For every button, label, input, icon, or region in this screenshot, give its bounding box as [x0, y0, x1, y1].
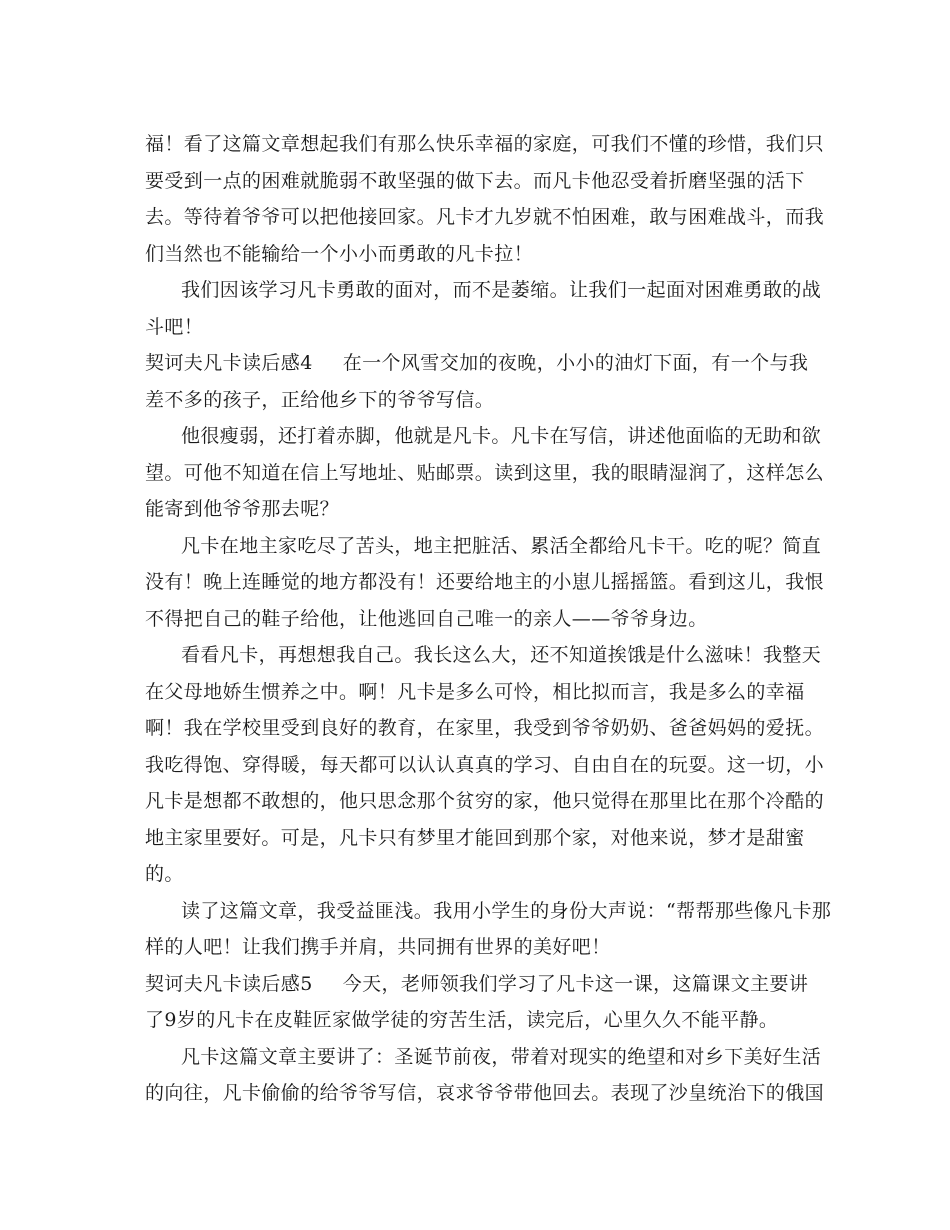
text-line: 在父母地娇生惯养之中。啊！凡卡是多么可怜，相比拟而言，我是多么的幸福	[145, 680, 805, 703]
paragraph-start-line: 他很瘦弱，还打着赤脚，他就是凡卡。凡卡在写信，讲述他面临的无助和欲	[181, 425, 822, 447]
section-heading-line	[145, 345, 810, 382]
section-heading: 契诃夫凡卡读后感5	[145, 972, 313, 995]
text-line: 斗吧！	[145, 315, 204, 338]
text-line: 们当然也不能输给一个小小而勇敢的凡卡拉！	[145, 242, 534, 265]
text-line: 样的人吧！让我们携手并肩，共同拥有世界的美好吧！	[145, 936, 611, 958]
section-first-text: 在一个风雪交加的夜晚，小小的油灯下面，有一个与我	[342, 352, 809, 374]
section-heading: 契诃夫凡卡读后感4	[145, 352, 313, 374]
section-heading-line	[145, 966, 810, 1003]
text-line: 了9岁的凡卡在皮鞋匠家做学徒的穷苦生活，读完后，心里久久不能平静。	[145, 1009, 779, 1031]
text-line: 我吃得饱、穿得暖，每天都可以认认真真的学习、自由自在的玩耍。这一切，小	[145, 753, 825, 776]
text-line: 能寄到他爷爷那去呢？	[145, 498, 340, 520]
text-line: 要受到一点的困难就脆弱不敢坚强的做下去。而凡卡他忍受着折磨坚强的活下	[145, 169, 805, 192]
text-line: 的向往，凡卡偷偷的给爷爷写信，哀求爷爷带他回去。表现了沙皇统治下的俄国	[145, 1082, 825, 1104]
text-line: 差不多的孩子，正给他乡下的爷爷写信。	[145, 388, 495, 411]
document-page	[145, 126, 832, 1112]
text-line: 望。可他不知道在信上写地址、贴邮票。读到这里，我的眼睛湿润了，这样怎么	[145, 461, 825, 484]
text-line: 地主家里要好。可是，凡卡只有梦里才能回到那个家，对他来说，梦才是甜蜜	[145, 826, 805, 849]
paragraph-start-line: 凡卡在地主家吃尽了苦头，地主把脏活、累活全都给凡卡干。吃的呢？简直	[181, 534, 822, 557]
text-line: 没有！晚上连睡觉的地方都没有！还要给地主的小崽儿摇摇篮。看到这儿，我恨	[145, 571, 825, 593]
paragraph-start-line: 读了这篇文章，我受益匪浅。我用小学生的身份大声说：“帮帮那些像凡卡那	[181, 899, 832, 922]
text-line: 啊！我在学校里受到良好的教育，在家里，我受到爷爷奶奶、爸爸妈妈的爱抚。	[145, 717, 825, 739]
paragraph-start-line: 我们因该学习凡卡勇敢的面对，而不是萎缩。让我们一起面对困难勇敢的战	[181, 279, 822, 301]
text-line: 凡卡是想都不敢想的，他只思念那个贫穷的家，他只觉得在那里比在那个冷酷的	[145, 790, 825, 812]
section-first-text: 今天，老师领我们学习了凡卡这一课，这篇课文主要讲	[342, 972, 809, 995]
text-line: 福！看了这篇文章想起我们有那么快乐幸福的家庭，可我们不懂的珍惜，我们只	[145, 133, 825, 155]
text-line: 不得把自己的鞋子给他，让他逃回自己唯一的亲人——爷爷身边。	[145, 607, 708, 630]
text-line: 的。	[145, 863, 184, 885]
text-line: 去。等待着爷爷可以把他接回家。凡卡才九岁就不怕困难，敢与困难战斗，而我	[145, 206, 825, 228]
paragraph-start-line: 凡卡这篇文章主要讲了：圣诞节前夜，带着对现实的绝望和对乡下美好生活	[181, 1045, 822, 1068]
paragraph-start-line: 看看凡卡，再想想我自己。我长这么大，还不知道挨饿是什么滋味！我整天	[181, 644, 822, 666]
